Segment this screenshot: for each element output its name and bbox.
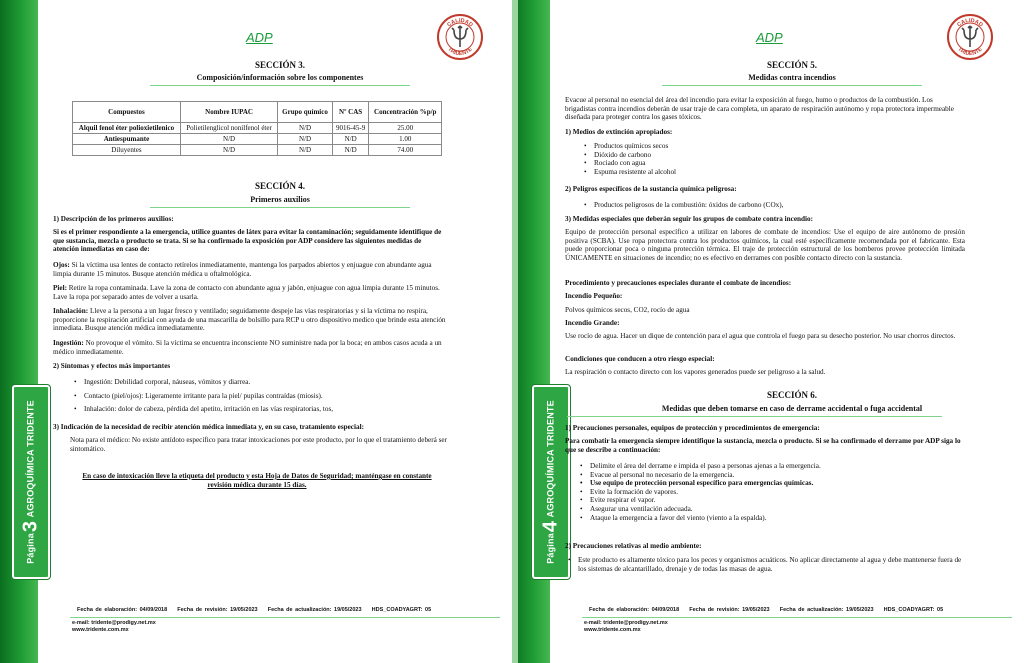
- fire-intro: Evacue al personal no esencial del área del incendio para evitar la exposición al fuego, humo o productos de la combustión. Los brigadistas contra incendios deberán de usar traje de cara completa, un aparato de respiración autónomo y ropa protectora impermeable diseñada para proteger contra los gases tóxicos.: [565, 96, 954, 122]
- table-cell: N/D: [278, 145, 333, 156]
- list-item: • Rociado con agua: [582, 159, 962, 168]
- svg-text:CALIDAD: CALIDAD: [956, 17, 984, 29]
- page-tab: [12, 385, 50, 579]
- calidad-tridente-logo-icon: [436, 13, 484, 61]
- section-divider: [662, 85, 922, 86]
- page-tab-label: [540, 400, 563, 564]
- page-4: [512, 0, 1024, 663]
- list-item: • Evite respirar el vapor.: [578, 496, 963, 505]
- revision-date: Fecha de revisión: 19/05/2023: [689, 607, 770, 613]
- company-name: AGROQUÍMICA TRIDENTE: [545, 400, 556, 518]
- page-number: 4: [539, 520, 562, 533]
- section-5-title: SECCIÓN 5.: [766, 60, 817, 70]
- section-divider: [567, 416, 942, 417]
- adp-header: ADP: [246, 30, 273, 45]
- list-item: • Este producto es altamente tóxico para los peces y organismos acuáticos. No aplicar directamente al agua y debe mantenerse fuera de los sistemas de alcantarillado, drenaje y de todas las masas de agua.: [566, 556, 964, 573]
- list-item: • Ataque la emergencia a favor del viento (viento a la espalda).: [578, 514, 963, 523]
- section-3-subtitle: Composición/información sobre los componentes: [196, 73, 364, 82]
- spill-steps-list: [578, 462, 963, 522]
- section-4-subtitle: Primeros auxilios: [250, 195, 310, 204]
- table-cell: N/D: [332, 134, 369, 145]
- heading-procedures: Procedimiento y precauciones especiales durante el combate de incendios:: [565, 279, 792, 287]
- section-3-title: SECCIÓN 3.: [254, 60, 305, 70]
- extinction-media-list: [582, 142, 962, 176]
- table-cell: Alquil fenol éter polioxietilenico: [73, 123, 181, 134]
- svg-text:TRIDENTE: TRIDENTE: [446, 46, 474, 58]
- list-item: • Dióxido de carbono: [582, 151, 962, 160]
- table-row: [73, 134, 442, 145]
- first-aid-intro: Si es el primer respondiente a la emergencia, utilice guantes de látex para evitar la contaminación; seguidamente identifique de que sustancia, mezcla o producto se trata. Si se ha confirmado la exposición por ADP considere las siguientes medidas de atención inmediatas en caso de:: [53, 228, 442, 254]
- table-cell: 9016-45-9: [332, 123, 369, 134]
- table-cell: Diluyentes: [73, 145, 181, 156]
- list-item: • Use equipo de protección personal específico para emergencias químicas.: [578, 479, 963, 488]
- small-fire-text: Polvos químicos secos, CO2, rocío de agua: [565, 306, 690, 314]
- table-cell: Polietilenglicol nonilfenol éter: [180, 123, 277, 134]
- footer-divider: [582, 617, 1012, 618]
- creation-date: Fecha de elaboración: 04/09/2018: [77, 607, 168, 613]
- list-item: • Contacto (piel/ojos): Ligeramente irritante para la piel/ pupilas contraídas (miosis).: [72, 392, 452, 401]
- table-cell: 25.00: [369, 123, 442, 134]
- ingestion-paragraph: Ingestión: No provoque el vómito. Si la víctima se encuentra inconsciente NO suministre nada por la boca; en ambos casos acuda a un médico inmediatamente.: [53, 339, 442, 356]
- table-cell: 1.00: [369, 134, 442, 145]
- update-date: Fecha de actualización: 19/05/2023: [267, 607, 362, 613]
- creation-date: Fecha de elaboración: 04/09/2018: [589, 607, 680, 613]
- table-cell: 74.00: [369, 145, 442, 156]
- table-cell: N/D: [278, 134, 333, 145]
- section-6-title: SECCIÓN 6.: [766, 390, 817, 400]
- environment-list: [566, 556, 964, 573]
- adp-header: ADP: [756, 30, 783, 45]
- table-cell: N/D: [180, 134, 277, 145]
- page-prefix: Página: [545, 533, 556, 564]
- list-item: • Evite la formación de vapores.: [578, 488, 963, 497]
- section-divider: [150, 207, 410, 208]
- list-item: • Espuma resistente al alcohol: [582, 168, 962, 177]
- page-tab-label: [20, 400, 43, 564]
- calidad-tridente-logo-icon: [946, 13, 994, 61]
- table-header-row: [73, 102, 442, 123]
- table-cell: N/D: [332, 145, 369, 156]
- document-code: HDS_COADYAGRT: 05: [883, 607, 944, 613]
- small-fire-label: Incendio Pequeño:: [565, 292, 623, 300]
- symptoms-list: [72, 378, 452, 414]
- heading-environment: 2) Precauciones relativas al medio ambiente:: [565, 542, 702, 550]
- svg-text:TRIDENTE: TRIDENTE: [956, 46, 984, 58]
- large-fire-text: Use rocío de agua. Hacer un dique de contención para el agua que controla el fuego para su desecho posterior. No usar chorros directos.: [565, 332, 956, 340]
- table-row: [73, 145, 442, 156]
- section-divider: [150, 85, 410, 86]
- page-number: 3: [19, 520, 42, 533]
- section-6-subtitle: Medidas que deben tomarse en caso de derrame accidental o fuga accidental: [661, 404, 923, 413]
- special-risk-text: La respiración o contacto directo con los vapores generados puede ser peligroso a la salud.: [565, 368, 826, 376]
- footer-contact: [584, 620, 668, 634]
- column-header: Compuestos: [73, 102, 181, 123]
- intoxication-warning: En caso de intoxicación lleve la etiqueta del producto y esta Hoja de Datos de Seguridad; manténgase en constante revisión médica durante 15 días.: [82, 472, 432, 489]
- list-item: • Inhalación: dolor de cabeza, pérdida del apetito, irritación en las vías respiratorias, tos,: [72, 405, 452, 414]
- email-link[interactable]: e-mail: tridente@prodigy.net.mx: [584, 620, 668, 626]
- spill-intro: Para combatir la emergencia siempre identifique la sustancia, mezcla o producto. Si se ha confirmado el derrame por ADP siga lo que se describe a continuación:: [565, 437, 961, 454]
- email-link[interactable]: e-mail: tridente@prodigy.net.mx: [72, 620, 156, 626]
- skin-paragraph: Piel: Retire la ropa contaminada. Lave la zona de contacto con abundante agua y jabón, enjuague con agua limpia durante 15 minutos. Lave la ropa por separado antes de volver a usarla.: [53, 284, 440, 301]
- large-fire-label: Incendio Grande:: [565, 319, 620, 327]
- website-link[interactable]: www.tridente.com.mx: [72, 627, 129, 633]
- section-4-title: SECCIÓN 4.: [254, 181, 305, 191]
- list-item: • Evacue al personal no necesario de la emergencia.: [578, 471, 963, 480]
- list-item: • Asegurar una ventilación adecuada.: [578, 505, 963, 514]
- column-header: Grupo químico: [278, 102, 333, 123]
- website-link[interactable]: www.tridente.com.mx: [584, 627, 641, 633]
- table-cell: N/D: [278, 123, 333, 134]
- list-item: • Productos químicos secos: [582, 142, 962, 151]
- protective-equipment-paragraph: Equipo de protección personal específico a utilizar en labores de combate de incendios: Use el equipo de aire autónomo de presión positiva (SCBA). Use ropa protectora contra los productos químicos, la cual esté específicamente recomendada por el fabricante. Esta puede proporcionar poca o ninguna protección térmica. El traje de protección estructural de los bomberos provee protección limitada ÚNICAMENTE en situaciones de incendio; no es efectivo en derrames con posible contacto directo con la sustancia.: [565, 228, 965, 262]
- table-cell: N/D: [180, 145, 277, 156]
- update-date: Fecha de actualización: 19/05/2023: [779, 607, 874, 613]
- column-header: Nombre IUPAC: [180, 102, 277, 123]
- list-item: • Productos peligrosos de la combustión: óxidos de carbono (COx),: [582, 201, 962, 210]
- footer-dates: [589, 607, 943, 613]
- company-name: AGROQUÍMICA TRIDENTE: [25, 400, 36, 518]
- table-row: [73, 123, 442, 134]
- list-item: • Ingestión: Debilidad corporal, náuseas, vómitos y diarrea.: [72, 378, 452, 387]
- heading-extinction-media: 1) Medios de extinción apropiados:: [565, 128, 673, 136]
- heading-first-aid: 1) Descripción de los primeros auxilios:: [53, 215, 174, 223]
- revision-date: Fecha de revisión: 19/05/2023: [177, 607, 258, 613]
- page-separator: [512, 0, 518, 663]
- table-cell: Antiespumante: [73, 134, 181, 145]
- column-header: Concentración %p/p: [369, 102, 442, 123]
- footer-dates: [77, 607, 431, 613]
- heading-medical-attention: 3) Indicación de la necesidad de recibir atención médica inmediata y, en su caso, tratamiento especial:: [53, 423, 364, 431]
- doctor-note: Nota para el médico: No existe antídoto específico para tratar intoxicaciones por este producto, por lo que el tratamiento deberá ser sintomático.: [70, 436, 447, 453]
- heading-personal-precautions: 1) Precauciones personales, equipos de protección y procedimientos de emergencia:: [565, 424, 820, 432]
- special-risk-label: Condiciones que conducen a otro riesgo especial:: [565, 355, 715, 363]
- column-header: Nº CAS: [332, 102, 369, 123]
- section-5-subtitle: Medidas contra incendios: [748, 73, 836, 82]
- composition-table: [72, 101, 442, 156]
- heading-firefighting-measures: 3) Medidas especiales que deberán seguir los grupos de combate contra incendio:: [565, 215, 814, 223]
- hazards-list: [582, 201, 962, 210]
- inhalation-paragraph: Inhalación: Lleve a la persona a un lugar fresco y ventilado; seguidamente despeje las vías respiratorias y si la víctima no respira, proporcione la respiración artificial con ayuda de una mascarilla de bolsillo para RCP u otro dispositivo medico que brinde esta atención inmediata. Busque atención médica inmediatamente.: [53, 307, 446, 333]
- page-prefix: Página: [25, 533, 36, 564]
- footer-contact: [72, 620, 156, 634]
- document-code: HDS_COADYAGRT: 05: [371, 607, 432, 613]
- heading-symptoms: 2) Síntomas y efectos más importantes: [53, 362, 171, 370]
- list-item: • Delimite el área del derrame e impida el paso a personas ajenas a la emergencia.: [578, 462, 963, 471]
- svg-text:CALIDAD: CALIDAD: [446, 17, 474, 29]
- footer-divider: [70, 617, 500, 618]
- heading-specific-hazards: 2) Peligros específicos de la sustancia química peligrosa:: [565, 185, 737, 193]
- eyes-paragraph: Ojos: Si la víctima usa lentes de contacto retírelos inmediatamente, mantenga los parpados abiertos y enjuague con abundante agua limpia durante 15 minutos. Busque atención médica u oftalmológica.: [53, 261, 432, 278]
